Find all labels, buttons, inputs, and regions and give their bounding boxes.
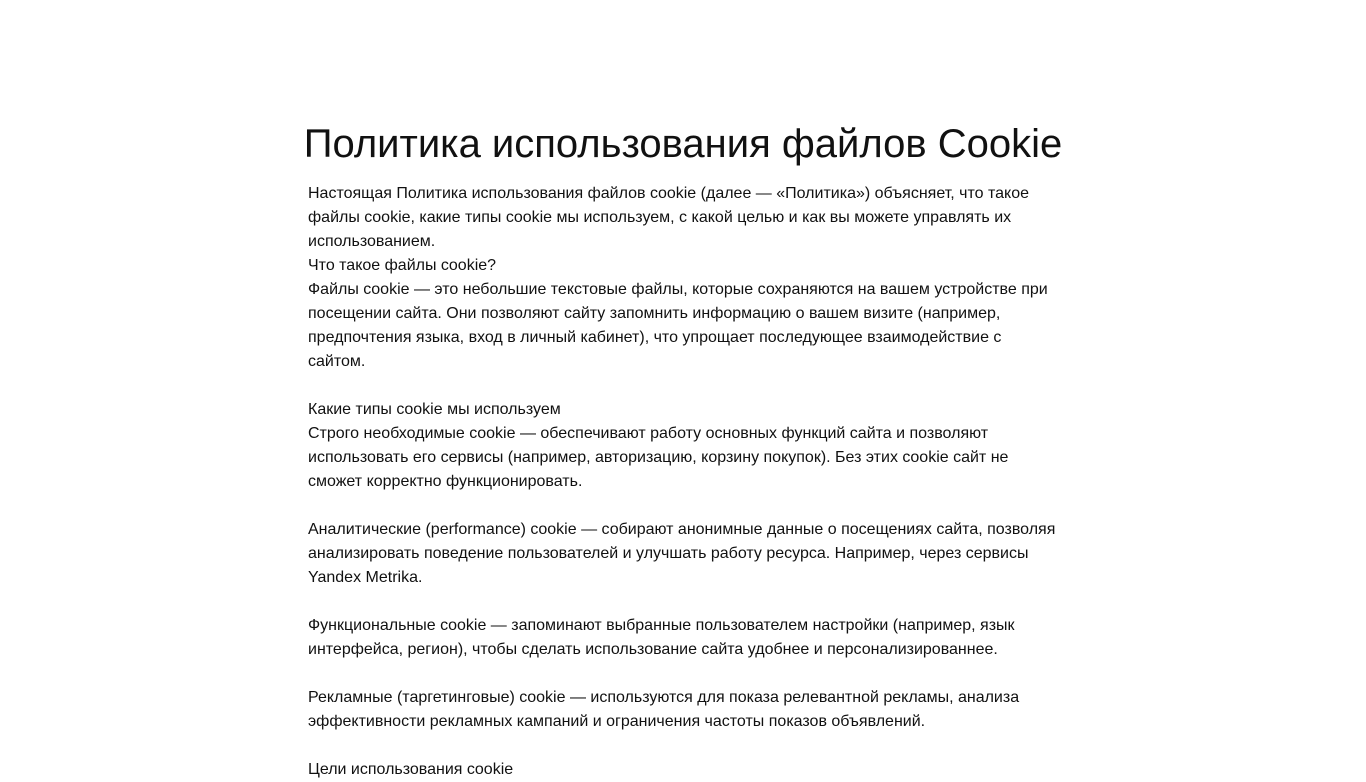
page-title: Политика использования файлов Cookie — [303, 122, 1063, 166]
advertising-paragraph: Рекламные (таргетинговые) cookie — используются для показа релевантной рекламы, анализа эффективности рекламных кампаний и ограничения частоты показов объявлений. — [308, 689, 1020, 730]
spacer — [308, 734, 1068, 758]
policy-content — [308, 182, 1068, 782]
intro-paragraph: Настоящая Политика использования файлов cookie (далее — «Политика») объясняет, что такое файлы cookie, какие типы cookie мы используем, с какой целью и как вы можете управлять их использованием. — [308, 185, 1029, 250]
what-is-paragraph: Файлы cookie — это небольшие текстовые файлы, которые сохраняются на вашем устройстве при посещении сайта. Они позволяют сайту запомнить информацию о вашем визите (например, предпочтения языка, вход в личный кабинет), что упрощает последующее взаимодействие с сайтом. — [308, 281, 1048, 370]
spacer — [308, 662, 1068, 686]
analytics-paragraph: Аналитические (performance) cookie — собирают анонимные данные о посещениях сайта, позволяя анализировать поведение пользователей и улучшать работу ресурса. Например, через сервисы Yandex Metrika. — [308, 521, 1056, 586]
strictly-necessary-paragraph: Строго необходимые cookie — обеспечивают работу основных функций сайта и позволяют использовать его сервисы (например, авторизацию, корзину покупок). Без этих cookie сайт не сможет корректно функционировать. — [308, 425, 1009, 490]
section-heading-what-is: Что такое файлы cookie? — [308, 257, 497, 274]
section-heading-purposes: Цели использования cookie — [308, 761, 514, 778]
section-heading-types: Какие типы cookie мы используем — [308, 401, 561, 418]
spacer — [308, 590, 1068, 614]
spacer — [308, 494, 1068, 518]
spacer — [308, 374, 1068, 398]
functional-paragraph: Функциональные cookie — запоминают выбранные пользователем настройки (например, язык интерфейса, регион), чтобы сделать использование сайта удобнее и персонализированнее. — [308, 617, 1015, 658]
